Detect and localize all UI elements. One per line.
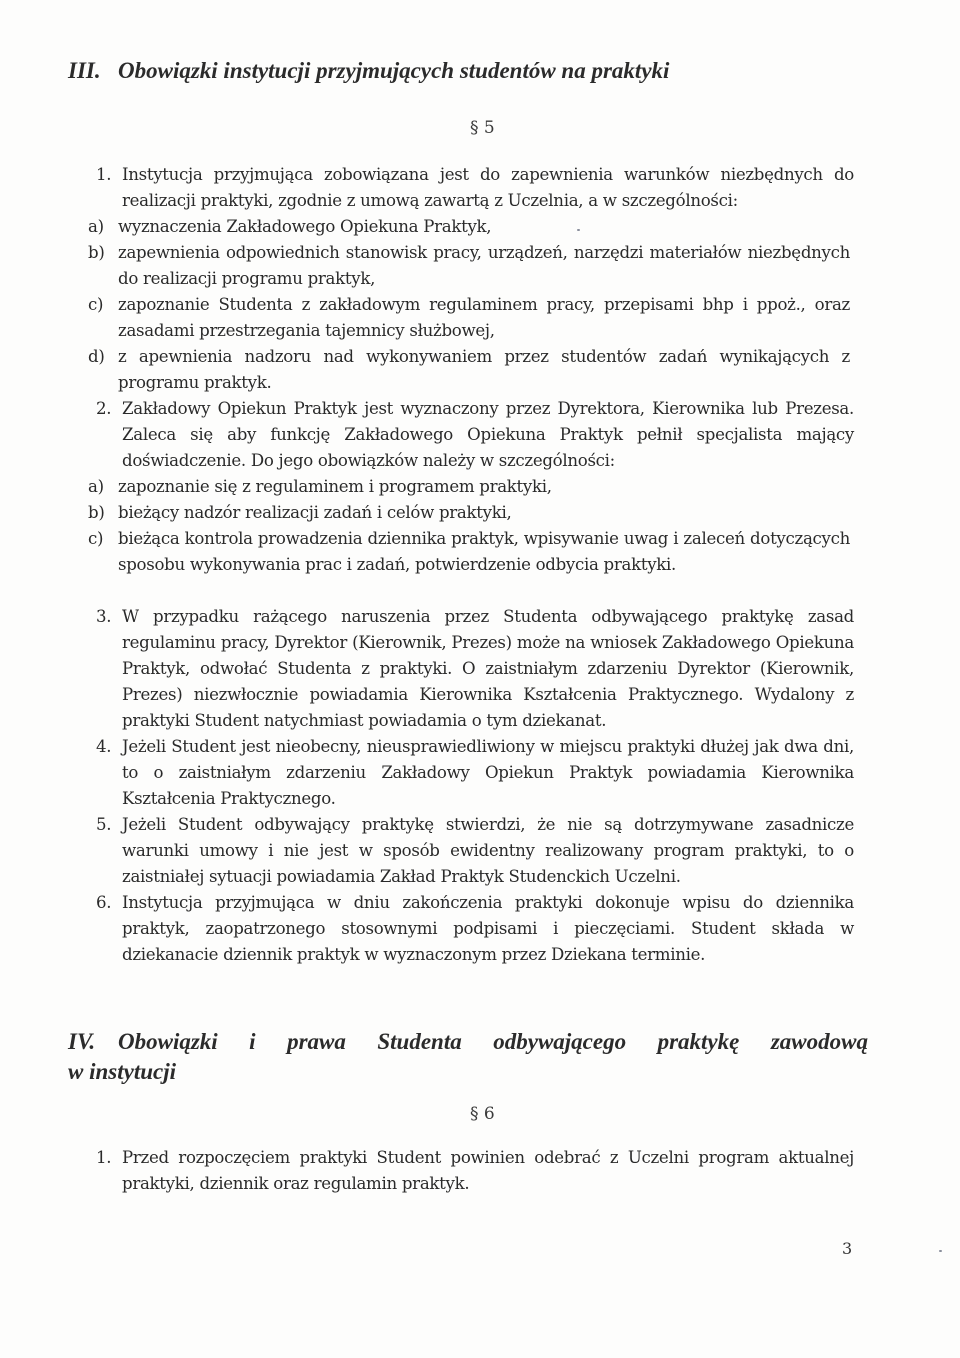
section-body (96, 396, 854, 474)
item-label: 1. (96, 1148, 112, 1167)
item-label: b) (88, 503, 105, 522)
item-text: bieżąca kontrola prowadzenia dziennika praktyk, wpisywanie uwag i zaleceń dotyczących sposobu wykonywania prac i zadań, potwierdzenie odbycia praktyki. (118, 529, 850, 574)
item-text: Jeżeli Student jest nieobecny, nieusprawiedliwiony w miejscu praktyki dłużej jak dwa dni, to o zaistniałym zdarzeniu Zakładowy Opiekun Praktyk powiadamia Kierownika Kształcenia Praktycznego. (122, 737, 854, 808)
section-heading (68, 58, 669, 84)
item-text: Instytucja przyjmująca w dniu zakończenia praktyki dokonuje wpisu do dziennika praktyk, zaopatrzonego stosownymi podpisami i pieczęciami. Student składa w dziekanacie dziennik praktyk w wyznaczonym przez Dziekana terminie. (122, 893, 854, 964)
item-label: 6. (96, 893, 112, 912)
list-item (88, 214, 850, 240)
item-text: Zakładowy Opiekun Praktyk jest wyznaczony przez Dyrektora, Kierownika lub Prezesa. Zaleca się aby funkcję Zakładowego Opiekuna Praktyk pełnił specjalista mający doświadczenie. Do jego obowiązków należy w szczególności: (122, 399, 854, 470)
section-heading (68, 1027, 868, 1087)
item-text: bieżący nadzór realizacji zadań i celów praktyki, (118, 503, 512, 522)
paragraph-mark: § 6 (470, 1104, 495, 1124)
section-body (96, 734, 854, 812)
section-number: III. (68, 58, 101, 83)
page-number: 3 (842, 1239, 853, 1258)
list-item (88, 474, 850, 500)
section-title-continued: w instytucji (68, 1059, 176, 1084)
item-label: 5. (96, 815, 112, 834)
item-label: 4. (96, 737, 112, 756)
list-item (88, 292, 850, 344)
list-item (96, 604, 854, 734)
list-item (96, 396, 854, 474)
item-label: 2. (96, 399, 112, 418)
item-text: Instytucja przyjmująca zobowiązana jest do zapewnienia warunków niezbędnych do realizacji praktyki, zgodnie z umową zawartą z Uczelnia, a w szczególności: (122, 165, 854, 210)
list-item (96, 162, 854, 214)
section-body (96, 604, 854, 734)
list-item (88, 500, 850, 526)
item-text: zapewnienia odpowiednich stanowisk pracy, urządzeń, narzędzi materiałów niezbędnych do realizacji programu praktyk, (118, 243, 850, 288)
item-text: zapoznanie Studenta z zakładowym regulaminem pracy, przepisami bhp i ppoż., oraz zasadami przestrzegania tajemnicy służbowej, (118, 295, 850, 340)
section-number: IV. (68, 1029, 96, 1054)
item-label: c) (88, 529, 104, 548)
scan-speck (577, 229, 580, 231)
section-body (96, 1145, 854, 1197)
item-text: Przed rozpoczęciem praktyki Student powinien odebrać z Uczelni program aktualnej praktyki, dziennik oraz regulamin praktyk. (122, 1148, 854, 1193)
paragraph-mark: § 5 (470, 118, 495, 138)
item-text: z apewnienia nadzoru nad wykonywaniem przez studentów zadań wynikających z programu praktyk. (118, 347, 850, 392)
scan-speck (939, 1250, 942, 1252)
sub-list (88, 474, 850, 578)
item-text: zapoznanie się z regulaminem i programem praktyki, (118, 477, 552, 496)
item-text: wyznaczenia Zakładowego Opiekuna Praktyk, (118, 217, 492, 236)
list-item (96, 812, 854, 890)
section-title: Obowiązki i prawa Studenta odbywającego praktykę zawodową (118, 1029, 868, 1054)
list-item (96, 734, 854, 812)
section-body (96, 162, 854, 214)
list-item (88, 240, 850, 292)
item-label: 3. (96, 607, 112, 626)
list-item (96, 1145, 854, 1197)
item-label: 1. (96, 165, 112, 184)
section-body (96, 812, 854, 890)
item-label: c) (88, 295, 104, 314)
item-text: Jeżeli Student odbywający praktykę stwierdzi, że nie są dotrzymywane zasadnicze warunki umowy i nie jest w sposób ewidentny realizowany program praktyki, to o zaistniałej sytuacji powiadamia Zakład Praktyk Studenckich Uczelni. (122, 815, 854, 886)
item-label: a) (88, 217, 104, 236)
item-label: d) (88, 347, 105, 366)
list-item (96, 890, 854, 968)
section-body (96, 890, 854, 968)
item-text: W przypadku rażącego naruszenia przez Studenta odbywającego praktykę zasad regulaminu pracy, Dyrektor (Kierownik, Prezes) może na wniosek Zakładowego Opiekuna Praktyk, odwołać Studenta z praktyki. O zaistniałym zdarzeniu Dyrektor (Kierownik, Prezes) niezwłocznie powiadamia Kierownika Kształcenia Praktycznego. Wydalony z praktyki Student natychmiast powiadamia o tym dziekanat. (122, 607, 854, 730)
list-item (88, 344, 850, 396)
list-item (88, 526, 850, 578)
section-title: Obowiązki instytucji przyjmujących studentów na praktyki (118, 58, 670, 83)
item-label: a) (88, 477, 104, 496)
item-label: b) (88, 243, 105, 262)
sub-list (88, 214, 850, 396)
